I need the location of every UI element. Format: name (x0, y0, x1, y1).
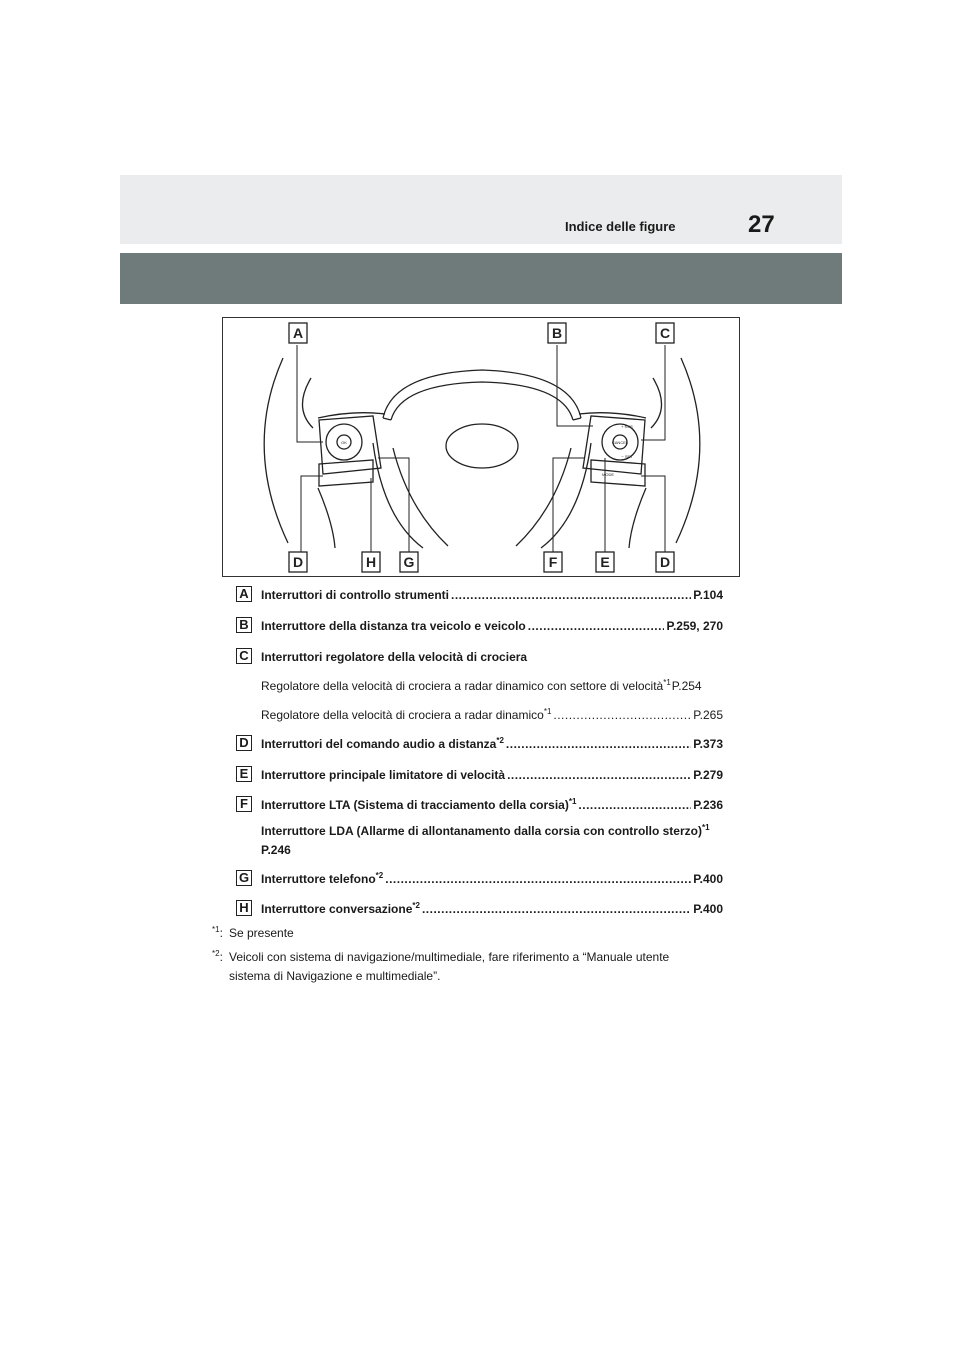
callout-g: G (403, 554, 415, 570)
badge-d: D (236, 735, 252, 751)
entry-label: Interruttori di controllo strumenti (261, 588, 449, 602)
badge-b: B (236, 617, 252, 633)
entry-label: Regolatore della velocità di crociera a radar dinamico$^{*1}$ (261, 707, 552, 722)
page-number: 27 (748, 211, 775, 238)
entry-g (261, 872, 723, 886)
entry-c-sub-1 (261, 679, 723, 693)
page-ref: P.373 (693, 737, 723, 751)
page-ref: P.104 (693, 588, 723, 602)
leader-dots (578, 798, 691, 812)
page-ref: P.400 (693, 872, 723, 886)
mode-label: MODE (602, 472, 614, 477)
badge-a: A (236, 586, 252, 602)
cancel-label: CANCEL (611, 440, 629, 445)
entry-label: Interruttore LTA (Sistema di tracciamento della corsia)$^{*1}$ (261, 797, 577, 812)
entry-f (261, 798, 723, 812)
leader-dots (506, 737, 691, 751)
entry-label: Interruttore principale limitatore di velocità (261, 768, 506, 782)
footnote-mark: $^{*1}$: (212, 925, 223, 940)
page-ref: P.265 (693, 708, 723, 722)
callout-d-left: D (292, 554, 304, 570)
page-ref: P.400 (693, 902, 723, 916)
entry-label: Interruttori del comando audio a distanza$^{*2}$ (261, 736, 504, 751)
set-label: − SET (621, 454, 633, 459)
badge-e: E (236, 766, 252, 782)
leader-dots (528, 619, 665, 633)
entry-c-sub-2 (261, 708, 723, 722)
badge-g: G (236, 870, 252, 886)
entry-d (261, 737, 723, 751)
callout-e: E (600, 554, 610, 570)
header-bar (120, 175, 842, 244)
footnote-2-cont: sistema di Navigazione e multimediale”. (229, 969, 441, 983)
entry-a (261, 588, 723, 602)
entry-b (261, 619, 723, 633)
header-band (120, 253, 842, 304)
entry-f-lda: Interruttore LDA (Allarme di allontanamento dalla corsia con controllo sterzo)$^{*1}$ (261, 823, 710, 838)
entry-e (261, 768, 723, 782)
badge-c: C (236, 648, 252, 664)
leader-dots (507, 768, 691, 782)
leader-dots (422, 902, 691, 916)
section-title: Indice delle figure (565, 219, 676, 234)
entry-c: Interruttori regolatore della velocità di crociera (261, 650, 528, 664)
callout-f: F (548, 554, 558, 570)
footnote-mark: $^{*2}$: (212, 949, 223, 964)
badge-f: F (236, 796, 252, 812)
leader-dots (451, 588, 691, 602)
page-ref: P.254 (671, 679, 702, 693)
entry-label: Interruttore della distanza tra veicolo e veicolo (261, 619, 526, 633)
callout-b: B (551, 325, 563, 341)
footnote-1: $^{*1}$: Se presente (212, 925, 294, 940)
callout-c: C (659, 325, 671, 341)
entry-label: Interruttore telefono$^{*2}$ (261, 871, 384, 886)
footnote-2: $^{*2}$: Veicoli con sistema di navigazione/multimediale, fare riferimento a “Manuale utente (212, 949, 670, 964)
callout-a: A (292, 325, 304, 341)
page-ref: P.259, 270 (666, 619, 723, 633)
steering-wheel-illustration (223, 318, 741, 578)
ok-label: OK (341, 440, 347, 445)
entry-h (261, 902, 723, 916)
entry-f-lda-ref: P.246 (261, 843, 291, 857)
badge-h: H (236, 900, 252, 916)
entry-label: Interruttore conversazione$^{*2}$ (261, 901, 420, 916)
callout-h: H (365, 554, 377, 570)
page-ref: P.279 (693, 768, 723, 782)
leader-dots (553, 708, 691, 722)
callout-d-right: D (659, 554, 671, 570)
res-label: + RES (621, 424, 633, 429)
steering-wheel-figure (222, 317, 740, 577)
entry-label: Regolatore della velocità di crociera a radar dinamico con settore di velocità$^{*1}$ (261, 678, 671, 693)
page-ref: P.236 (693, 798, 723, 812)
leader-dots (385, 872, 691, 886)
